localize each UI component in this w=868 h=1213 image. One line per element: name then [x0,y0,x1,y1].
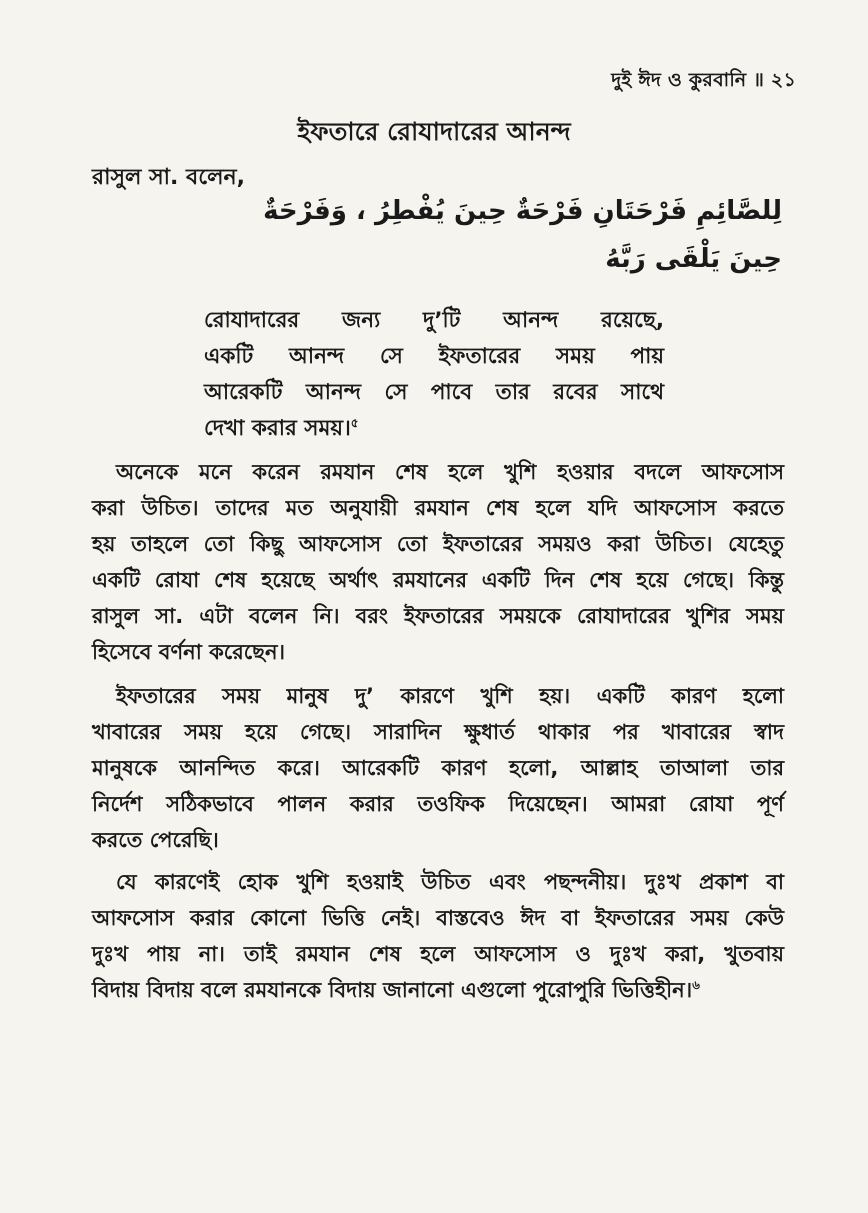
arabic-hadith-line-1: لِلصَّائِمِ فَرْحَتَانِ فَرْحَةٌ حِينَ يُفْطِرُ ، وَفَرْحَةٌ [263,196,782,226]
paragraph-3-line-1: যে কারণেই হোক খুশি হওয়াই উচিত এবং পছন্দনীয়। দুঃখ প্রকাশ বা [116,870,784,894]
arabic-hadith-line-2: حِينَ يَلْقَى رَبَّهُ [605,244,782,274]
section-title: ইফতারে রোযাদারের আনন্দ [297,117,571,146]
paragraph-1-line-1: অনেকে মনে করেন রমযান শেষ হলে খুশি হওয়ার বদলে আফসোস [116,460,784,484]
paragraph-1-line-5: রাসুল সা. এটা বলেন নি। বরং ইফতারের সময়কে রোযাদারের খুশির সময় [92,604,784,628]
translation-line-3: আরেকটি আনন্দ সে পাবে তার রবের সাথে [204,380,664,405]
translation-line-1: রোযাদারের জন্য দু’টি আনন্দ রয়েছে, [204,308,664,333]
paragraph-2-line-3: মানুষকে আনন্দিত করে। আরেকটি কারণ হলো, আল্লাহ তাআলা তার [92,756,784,780]
footnote-marker-5: ৫ [350,415,359,430]
translation-line-2: একটি আনন্দ সে ইফতারের সময় পায় [204,344,664,369]
paragraph-2-line-1: ইফতারের সময় মানুষ দু’ কারণে খুশি হয়। একটি কারণ হলো [116,684,784,708]
paragraph-2-line-5: করতে পেরেছি। [92,828,219,852]
paragraph-3-line-2: আফসোস করার কোনো ভিত্তি নেই। বাস্তবেও ঈদ বা ইফতারের সময় কেউ [92,906,784,930]
paragraph-2-line-4: নির্দেশ সঠিকভাবে পালন করার তওফিক দিয়েছেন। আমরা রোযা পূর্ণ [92,792,784,816]
paragraph-3-line-4 [92,974,784,1009]
translation-line-4-text: দেখা করার সময়। [204,416,351,441]
hadith-intro: রাসুল সা. বলেন, [92,165,245,190]
paragraph-1-line-4: একটি রোযা শেষ হয়েছে অর্থাৎ রমযানের একটি দিন শেষ হয়ে গেছে। কিন্তু [92,568,784,592]
translation-line-4 [204,412,664,448]
paragraph-1-line-6: হিসেবে বর্ণনা করেছেন। [92,640,285,664]
paragraph-1-line-3: হয় তাহলে তো কিছু আফসোস তো ইফতারের সময়ও করা উচিত। যেহেতু [92,532,784,556]
paragraph-3-line-3: দুঃখ পায় না। তাই রমযান শেষ হলে আফসোস ও দুঃখ করা, খুতবায় [92,942,784,966]
running-head: দুই ঈদ ও কুরবানি ॥ ২১ [611,69,796,91]
paragraph-2-line-2: খাবারের সময় হয়ে গেছে। সারাদিন ক্ষুধার্ত থাকার পর খাবারের স্বাদ [92,720,784,744]
paragraph-1-line-2: করা উচিত। তাদের মত অনুযায়ী রমযান শেষ হলে যদি আফসোস করতে [92,496,784,520]
paragraph-3-line-4-text: বিদায় বিদায় বলে রমযানকে বিদায় জানানো এগুলো পুরোপুরি ভিত্তিহীন। [92,978,693,1002]
footnote-marker-6: ৬ [692,978,700,992]
